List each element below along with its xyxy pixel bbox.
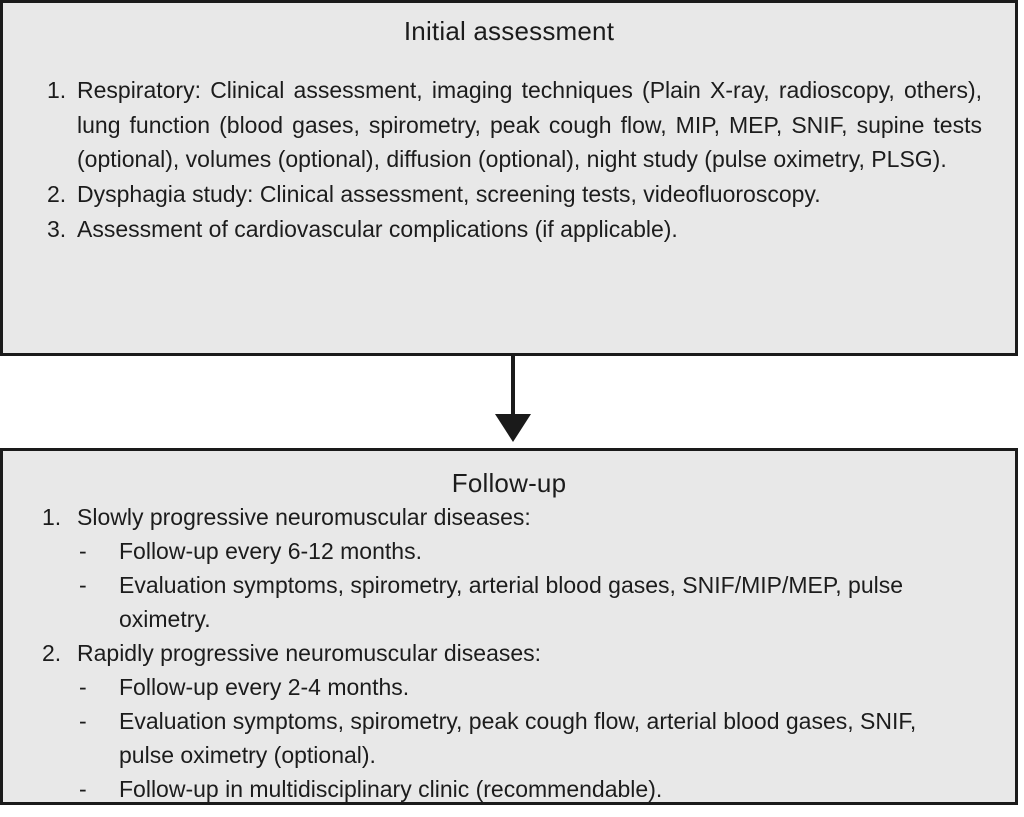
dash-marker: - <box>79 674 87 701</box>
dash-marker: - <box>79 776 87 803</box>
initial-assessment-list <box>47 73 1015 246</box>
list-item <box>47 212 1015 247</box>
list-item <box>47 73 1015 177</box>
dash-marker: - <box>79 538 87 565</box>
initial-assessment-title: Initial assessment <box>403 16 615 46</box>
sub-list-item <box>77 772 990 806</box>
sub-item-text: Evaluation symptoms, spirometry, peak cough flow, arterial blood gases, SNIF, pulse oximetry (optional). <box>119 708 917 769</box>
follow-up-title: Follow-up <box>451 468 567 498</box>
follow-up-box <box>0 448 1018 805</box>
initial-assessment-box <box>0 0 1018 356</box>
follow-up-list <box>42 500 1015 806</box>
item-body <box>77 636 990 806</box>
sub-item-text: Evaluation symptoms, spirometry, arterial blood gases, SNIF/MIP/MEP, pulse oximetry. <box>119 572 904 633</box>
item-marker: 3. <box>47 215 67 242</box>
down-arrow-icon <box>0 356 1024 448</box>
item-text: Respiratory: Clinical assessment, imaging techniques (Plain X-ray, radioscopy, others), lung function (blood gases, spirometry, peak cough flow, MIP, MEP, SNIF, supine tests (optional), volumes (optional), diffusion (optional), night study (pulse oximetry, PLSG). <box>77 77 982 173</box>
item-marker: 2. <box>42 640 62 667</box>
dash-marker: - <box>79 708 87 735</box>
sub-item-text: Follow-up every 6-12 months. <box>119 538 422 565</box>
item-text: Dysphagia study: Clinical assessment, screening tests, videofluoroscopy. <box>77 180 821 207</box>
item-marker: 2. <box>47 180 67 207</box>
list-item <box>47 177 1015 212</box>
sub-list-item <box>77 704 990 772</box>
list-item <box>42 500 1015 636</box>
item-marker: 1. <box>47 77 67 104</box>
item-body <box>77 500 990 636</box>
dash-marker: - <box>79 572 87 599</box>
sub-list-item <box>77 568 990 636</box>
item-marker: 1. <box>42 504 62 531</box>
item-text: Rapidly progressive neuromuscular diseases: <box>77 640 542 667</box>
sub-item-text: Follow-up every 2-4 months. <box>119 674 410 701</box>
sub-item-text: Follow-up in multidisciplinary clinic (recommendable). <box>119 776 663 803</box>
item-text: Slowly progressive neuromuscular diseases: <box>77 504 531 531</box>
sub-list-item <box>77 534 990 568</box>
item-text: Assessment of cardiovascular complications (if applicable). <box>77 215 678 242</box>
sub-list-item <box>77 670 990 704</box>
list-item <box>42 636 1015 806</box>
